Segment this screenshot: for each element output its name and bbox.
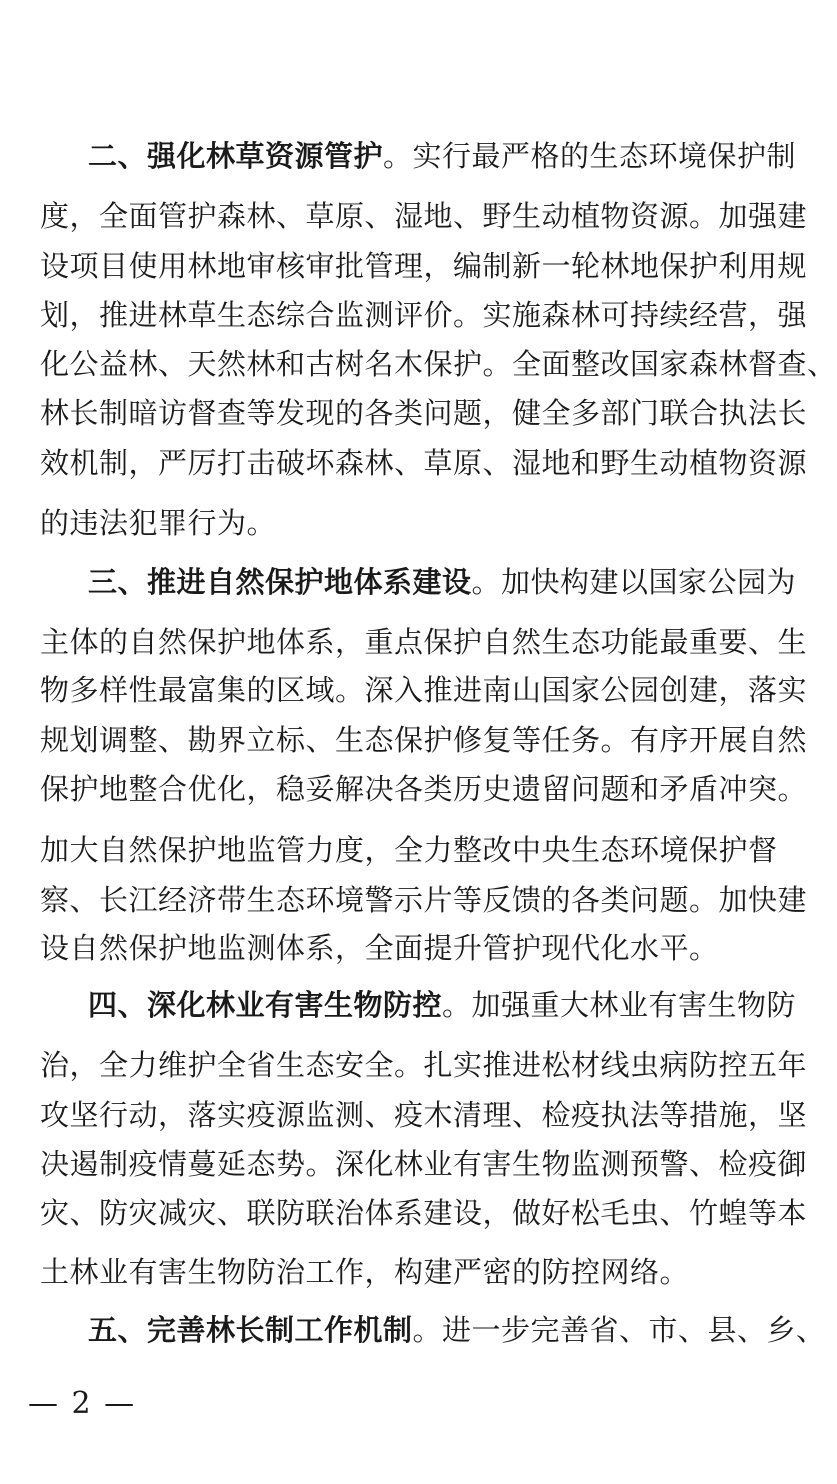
section-4-line-1 <box>88 975 797 1035</box>
section-2-line-7: 效机制，严厉打击破坏森林、草原、湿地和野生动植物资源 <box>40 446 808 480</box>
section-4-line-2: 治，全力维护全省生态安全。扎实推进松材线虫病防控五年 <box>40 1048 808 1082</box>
section-3-text-1: 。加快构建以国家公园为 <box>471 565 797 599</box>
section-3-line-5: 保护地整合优化，稳妥解决各类历史遗留问题和矛盾冲突。 <box>40 772 808 806</box>
section-2-heading: 二、强化林草资源管护 <box>88 139 384 173</box>
section-2-text-1: 。实行最严格的生态环境保护制 <box>383 139 797 173</box>
section-4-heading: 四、深化林业有害生物防控 <box>88 988 443 1022</box>
section-2-line-4: 划，推进林草生态综合监测评价。实施森林可持续经营，强 <box>40 298 808 332</box>
section-2-line-2: 度，全面管护森林、草原、湿地、野生动植物资源。加强建 <box>40 199 808 233</box>
section-3-line-4: 规划调整、勘界立标、生态保护修复等任务。有序开展自然 <box>40 723 808 757</box>
section-5-heading: 五、完善林长制工作机制 <box>88 1313 413 1347</box>
section-2-line-3: 设项目使用林地审核审批管理，编制新一轮林地保护利用规 <box>40 249 808 283</box>
section-3-line-3: 物多样性最富集的区域。深入推进南山国家公园创建，落实 <box>40 673 808 707</box>
section-4-line-5: 灾、防灾减灾、联防联治体系建设，做好松毛虫、竹蝗等本 <box>40 1196 808 1230</box>
section-4-line-3: 攻坚行动，落实疫源监测、疫木清理、检疫执法等措施，坚 <box>40 1098 808 1132</box>
page-number: — 2 — <box>28 1386 137 1421</box>
section-3-line-8: 设自然保护地监测体系，全面提升管护现代化水平。 <box>40 931 719 965</box>
section-3-heading: 三、推进自然保护地体系建设 <box>88 565 472 599</box>
section-2-line-1 <box>88 126 797 186</box>
section-2-line-6: 林长制暗访督查等发现的各类问题，健全多部门联合执法长 <box>40 396 808 430</box>
section-4-line-4: 决遏制疫情蔓延态势。深化林业有害生物监测预警、检疫御 <box>40 1147 808 1181</box>
section-3-line-7: 察、长江经济带生态环境警示片等反馈的各类问题。加快建 <box>40 883 808 917</box>
section-4-text-1: 。加强重大林业有害生物防 <box>442 988 797 1022</box>
section-2-line-5: 化公益林、天然林和古树名木保护。全面整改国家森林督查、 <box>40 347 837 381</box>
section-3-line-1 <box>88 552 797 612</box>
section-3-line-2: 主体的自然保护地体系，重点保护自然生态功能最重要、生 <box>40 625 808 659</box>
section-3-line-6: 加大自然保护地监管力度，全力整改中央生态环境保护督 <box>40 833 778 867</box>
section-4-line-6: 土林业有害生物防治工作，构建严密的防控网络。 <box>40 1255 690 1289</box>
section-5-line-1 <box>88 1300 826 1360</box>
section-5-text-1: 。进一步完善省、市、县、乡、 <box>412 1313 826 1347</box>
section-2-line-8: 的违法犯罪行为。 <box>40 506 277 540</box>
